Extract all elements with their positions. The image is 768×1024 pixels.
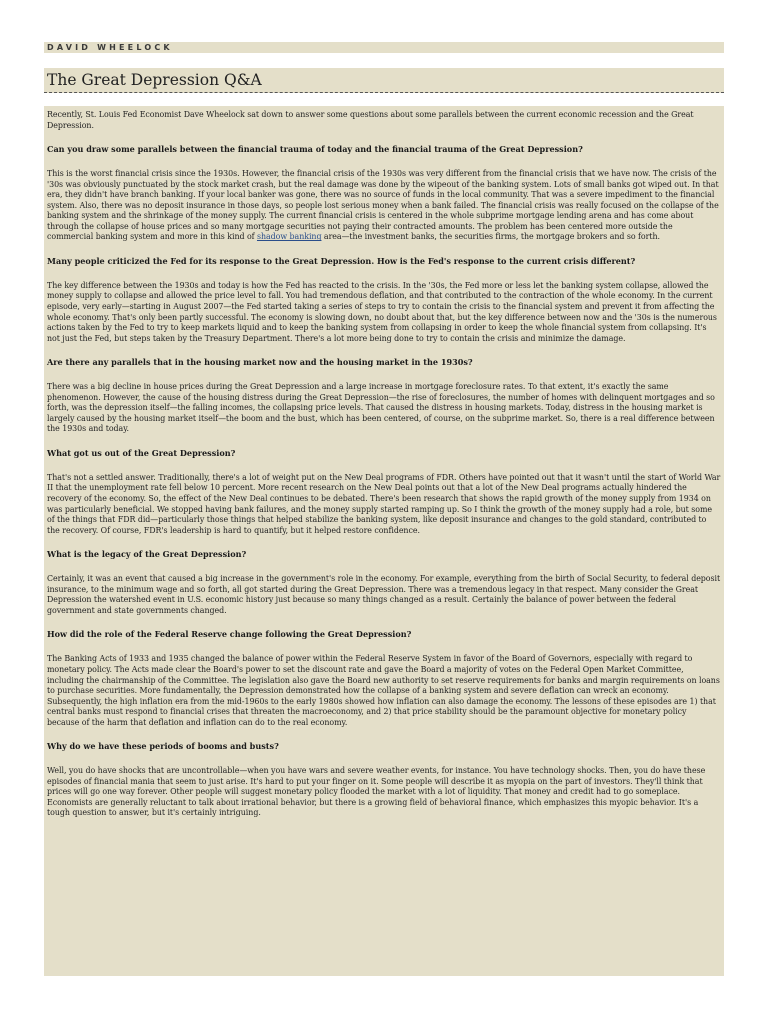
- question-6: How did the role of the Federal Reserve change following the Great Depression?: [47, 629, 412, 640]
- article-body: [44, 106, 724, 976]
- question-7: Why do we have these periods of booms and busts?: [47, 741, 279, 752]
- answer-1-text-a: This is the worst financial crisis since the 1930s. However, the financial crisis of the 1930s was very different from the financial crisis that we have now. The crisis of the '30s was obviously punctuated by the stock market crash, but the real damage was done by the wipeout of the banking system. Lots of small banks got wiped out. In that era, they didn't have branch banking. If your local banker was gone, there was no source of funds in the local community. That was a severe impediment to the financial system. Also, there was no deposit insurance in those days, so people lost serious money when a bank failed. The financial crisis was really focused on the collapse of the banking system and the shrinkage of the money supply. The current financial crisis is centered in the whole subprime mortgage lending arena and has come about through the collapse of house prices and so many mortgage securities not paying their contracted amounts. The problem has been centered more outside the commercial banking system and more in this kind of: [47, 169, 719, 242]
- page-title: The Great Depression Q&A: [47, 71, 262, 89]
- answer-6: The Banking Acts of 1933 and 1935 changed the balance of power within the Federal Reserve System in favor of the Board of Governors, especially with regard to monetary policy. The Acts made clear the Board's power to set the discount rate and gave the Board a majority of votes on the Federal Open Market Committee, including the chairmanship of the Committee. The legislation also gave the Board new authority to set reserve requirements for banks and margin requirements on loans to purchase securities. More fundamentally, the Depression demonstrated how the collapse of a banking system and severe deflation can wreck an economy. Subsequently, the high inflation era from the mid-1960s to the early 1980s showed how inflation can also damage the economy. The lessons of these episodes are 1) that central banks must respond to financial crises that threaten the macroeconomy, and 2) that price stability should be the paramount objective for monetary policy because of the harm that deflation and inflation can do to the real economy.: [47, 654, 720, 727]
- answer-3: There was a big decline in house prices during the Great Depression and a large increase in mortgage foreclosure rates. To that extent, it's exactly the same phenomenon. However, the cause of the housing distress during the Great Depression—the rise of foreclosures, the number of homes with delinquent mortgages and so forth, was the depression itself—the falling incomes, the collapsing price levels. That caused the distress in housing markets. Today, distress in the housing market is largely caused by the housing market itself—the boom and the bust, which has been centered, of course, on the subprime market. So, there is a real difference between the 1930s and today.: [47, 382, 715, 434]
- author-bar: [44, 42, 724, 53]
- question-2: Many people criticized the Fed for its response to the Great Depression. How is the Fed's response to the current crisis different?: [47, 255, 636, 266]
- question-4: What got us out of the Great Depression?: [47, 447, 236, 458]
- answer-4: That's not a settled answer. Traditionally, there's a lot of weight put on the New Deal programs of FDR. Others have pointed out that it wasn't until the start of World War II that the unemployment rate fell below 10 percent. More recent research on the New Deal points out that a lot of the New Deal programs actually hindered the recovery of the economy. So, the effect of the New Deal continues to be debated. There's been research that shows the rapid growth of the money supply from 1934 on was particularly beneficial. We stopped having bank failures, and the money supply started ramping up. So I think the growth of the money supply had a role, but some of the things that FDR did—particularly those things that helped stabilize the banking system, like deposit insurance and changes to the gold standard, contributed to the recovery. Of course, FDR's leadership is hard to quantify, but it helped restore confidence.: [47, 472, 721, 535]
- answer-5: Certainly, it was an event that caused a big increase in the government's role in the economy. For example, everything from the birth of Social Security, to federal deposit insurance, to the minimum wage and so forth, all got started during the Great Depression. There was a tremendous legacy in that respect. Many consider the Great Depression the watershed event in U.S. economic history just because so many things changed as a result. Certainly the balance of power between the federal government and state governments changed.: [47, 574, 721, 615]
- answer-1: [47, 169, 721, 243]
- answer-7: Well, you do have shocks that are uncontrollable—when you have wars and severe weather events, for instance. You have technology shocks. Then, you do have these episodes of financial mania that seem to just arise. It's hard to put your finger on it. Some people will describe it as myopia on the part of investors. They'll think that prices will go one way forever. Other people will suggest monetary policy flooded the market with a lot of liquidity. That money and credit had to go someplace. Economists are generally reluctant to talk about irrational behavior, but there is a growing field of behavioral finance, which emphasizes this myopic behavior. It's a tough question to answer, but it's certainly intriguing.: [47, 766, 706, 818]
- shadow-banking-link[interactable]: shadow banking: [256, 232, 322, 242]
- question-5: What is the legacy of the Great Depression?: [47, 549, 247, 560]
- answer-1-text-b: area—the investment banks, the securities firms, the mortgage brokers and so forth.: [321, 232, 660, 242]
- intro-paragraph: Recently, St. Louis Fed Economist Dave Wheelock sat down to answer some questions about some parallels between the current economic recession and the Great Depression.: [47, 110, 694, 130]
- question-1: Can you draw some parallels between the financial trauma of today and the financial trauma of the Great Depression?: [47, 144, 583, 155]
- answer-2: The key difference between the 1930s and today is how the Fed has reacted to the crisis. In the '30s, the Fed more or less let the banking system collapse, allowed the money supply to collapse and allowed the price level to fall. You had tremendous deflation, and that contributed to the contraction of the whole economy. In the current episode, very early—starting in August 2007—the Fed started taking a series of steps to try to contain the crisis to the financial system and prevent it from affecting the whole economy. That's only been partly successful. The economy is slowing down, no doubt about that, but the key difference between now and the '30s is the numerous actions taken by the Fed to try to keep markets liquid and to keep the banking system from collapsing in order to keep the whole financial system from collapsing. It's not just the Fed, but steps taken by the Treasury Department. There's a lot more being done to try to contain the crisis and minimize the damage.: [47, 280, 717, 343]
- question-3: Are there any parallels that in the housing market now and the housing market in the 1930s?: [47, 357, 473, 368]
- title-bar: [44, 68, 724, 93]
- author-name: DAVID WHEELOCK: [47, 43, 173, 52]
